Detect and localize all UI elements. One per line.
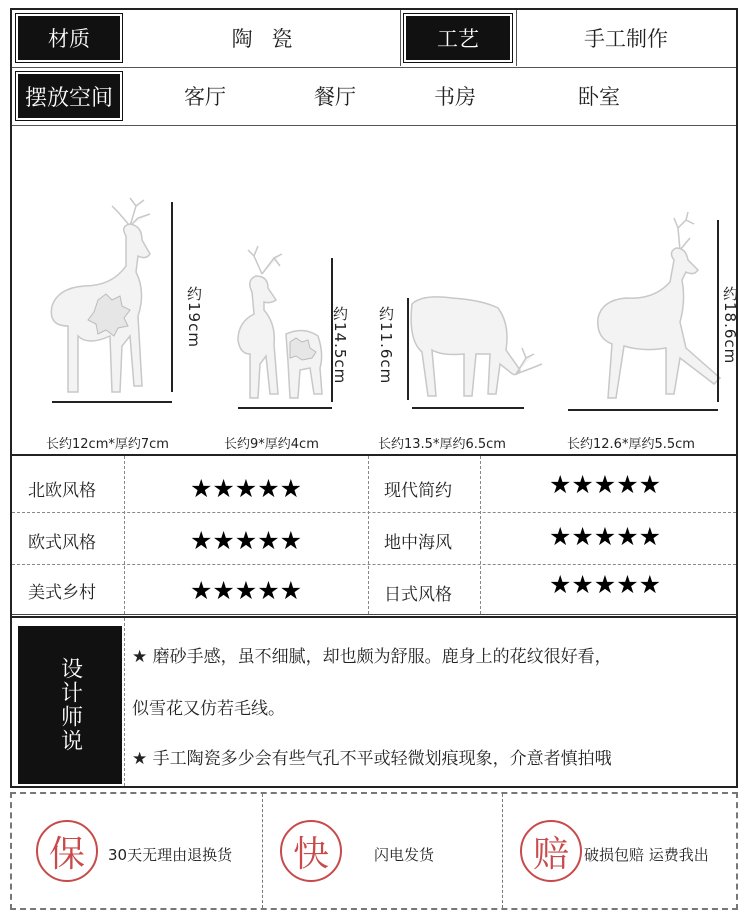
deer-figure-1 [38,196,178,416]
deer-3-dims: 长约13.5*厚约6.5cm [378,437,506,452]
compensation-text: 破损包赔 运费我出 [584,846,709,864]
designer-label-box [18,626,122,784]
rating-stars: ★★★★★ [189,525,303,555]
service-guarantees [10,792,738,910]
spec-row-material [12,10,736,68]
return-policy-text: 30天无理由退换货 [108,846,233,864]
rating-stars: ★★★★★ [548,469,662,499]
designer-label: 设计师说 [57,657,83,753]
compensation-icon: 赔 [520,820,582,882]
deer-figure-3 [392,284,552,424]
craft-label: 工艺 [404,14,512,62]
deer-1-height: 约19cm [185,286,203,348]
style-nordic: 北欧风格 [28,480,96,501]
room-study: 书房 [434,85,476,109]
craft-value: 手工制作 [584,27,668,51]
spec-row-placement [12,68,736,126]
style-european: 欧式风格 [28,532,96,553]
deer-2-height: 约14.5cm [331,306,349,385]
designer-notes [10,616,738,788]
fast-shipping-icon: 快 [280,820,342,882]
guarantee-icon: 保 [36,820,98,882]
style-japanese: 日式风格 [384,584,452,605]
designer-note-line-1: ★ 磨砂手感，虽不细腻，却也颇为舒服。鹿身上的花纹很好看， [132,647,612,667]
deer-4-dims: 长约12.6*厚约5.5cm [567,437,695,452]
deer-figure-4 [562,208,734,420]
style-american-country: 美式乡村 [28,582,96,603]
rating-stars: ★★★★★ [548,521,662,551]
designer-note-line-3: ★ 手工陶瓷多少会有些气孔不平或轻微划痕现象，介意者慎拍哦 [132,749,612,769]
deer-4-height: 约18.6cm [721,286,739,365]
style-modern: 现代简约 [384,480,452,501]
rating-stars: ★★★★★ [189,575,303,605]
deer-2-dims: 长约9*厚约4cm [224,437,319,452]
material-value: 陶 瓷 [231,27,299,51]
product-photo [12,126,739,460]
room-dining: 餐厅 [314,85,356,109]
room-living: 客厅 [184,85,226,109]
spec-table [10,8,738,456]
style-rating-table [10,456,738,616]
deer-figure-2 [224,244,344,424]
rating-stars: ★★★★★ [548,569,662,599]
fast-shipping-text: 闪电发货 [374,846,435,864]
rating-stars: ★★★★★ [189,473,303,503]
material-label: 材质 [16,14,122,62]
style-mediterranean: 地中海风 [384,532,452,553]
deer-3-height: 约11.6cm [377,306,395,385]
deer-1-dims: 长约12cm*厚约7cm [46,437,169,452]
placement-label: 摆放空间 [16,72,122,120]
room-bedroom: 卧室 [578,85,620,109]
designer-note-line-2: 似雪花又仿若毛线。 [132,699,285,719]
